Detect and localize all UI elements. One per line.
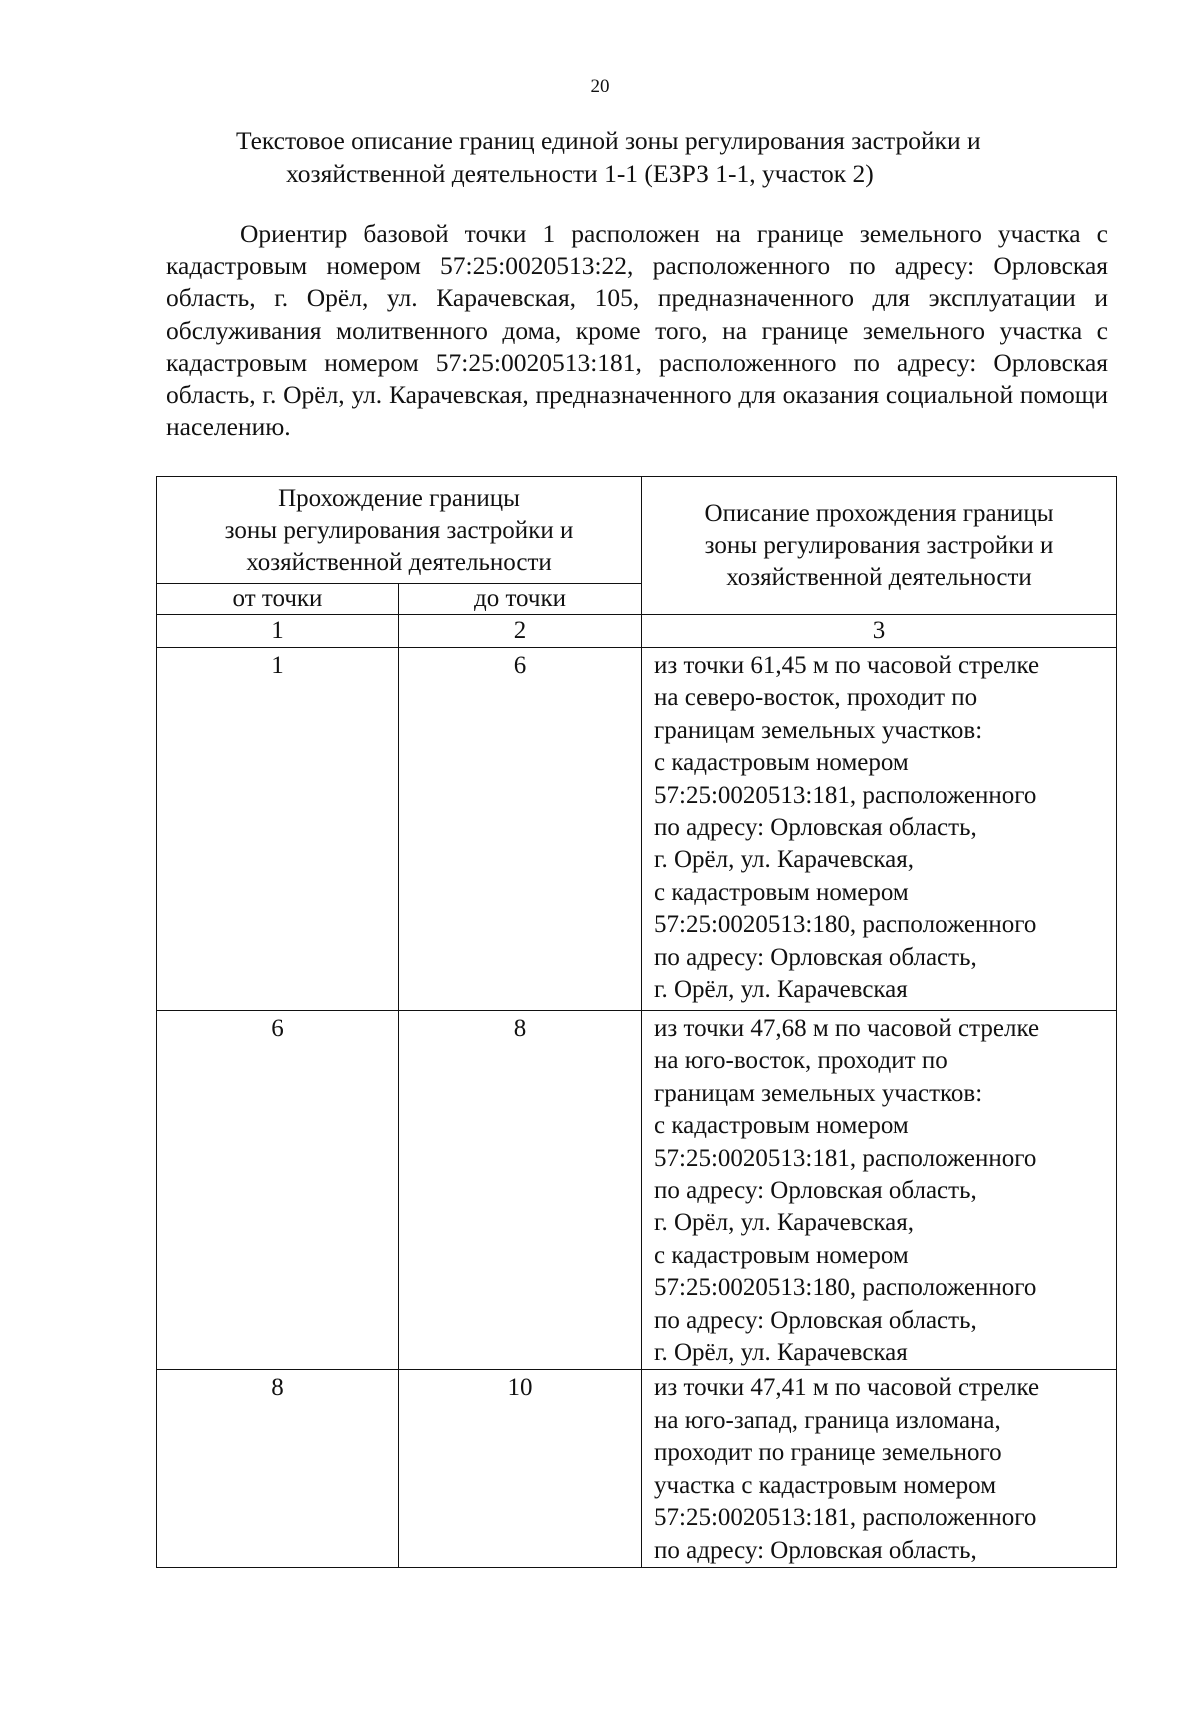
table-row [157, 1011, 1117, 1370]
header-boundary-description: Описание прохождения границы зоны регулирования застройки и хозяйственной деятельности [642, 477, 1117, 615]
from-point-cell: 8 [157, 1370, 399, 1567]
to-point-cell: 8 [399, 1011, 642, 1370]
from-point-cell: 6 [157, 1011, 399, 1370]
column-number-1: 1 [157, 615, 399, 648]
header-from-point: от точки [157, 584, 399, 615]
table-row [157, 1370, 1117, 1567]
column-number-2: 2 [399, 615, 642, 648]
from-point-cell: 1 [157, 648, 399, 1011]
column-number-3: 3 [642, 615, 1117, 648]
boundary-table [156, 476, 1117, 1568]
description-cell: из точки 61,45 м по часовой стрелке на северо-восток, проходит по границам земельных участков: с кадастровым номером 57:25:0020513:181, расположенного по адресу: Орловская область, г. Орёл, ул. Карачевская, с кадастровым номером 57:25:0020513:180, расположенного по адресу: Орловская область, г. Орёл, ул. Карачевская [642, 648, 1117, 1011]
page-number: 20 [590, 76, 610, 97]
to-point-cell: 6 [399, 648, 642, 1011]
description-cell: из точки 47,41 м по часовой стрелке на юго-запад, граница изломана, проходит по границе земельного участка с кадастровым номером 57:25:0020513:181, расположенного по адресу: Орловская область, [642, 1370, 1117, 1567]
title-line-2: хозяйственной деятельности 1-1 (ЕЗРЗ 1-1, участок 2) [286, 159, 874, 188]
table-header-row [157, 477, 1117, 584]
document-title [236, 124, 1098, 190]
header-boundary-passage: Прохождение границы зоны регулирования застройки и хозяйственной деятельности [157, 477, 642, 584]
title-line-1: Текстовое описание границ единой зоны регулирования застройки и [236, 126, 981, 155]
table-row [157, 648, 1117, 1011]
header-to-point: до точки [399, 584, 642, 615]
table-column-numbers-row [157, 615, 1117, 648]
intro-paragraph: Ориентир базовой точки 1 расположен на границе земельного участка с кадастровым номером 57:25:0020513:22, расположенного по адресу: Орловская область, г. Орёл, ул. Карачевская, 105, предназначенного для эксплуатации и обслуживания молитвенного дома, кроме того, на границе земельного участка с кадастровым номером 57:25:0020513:181, расположенного по адресу: Орловская область, г. Орёл, ул. Карачевская, предназначенного для оказания социальной помощи населению. [166, 219, 1108, 442]
to-point-cell: 10 [399, 1370, 642, 1567]
description-cell: из точки 47,68 м по часовой стрелке на юго-восток, проходит по границам земельных участков: с кадастровым номером 57:25:0020513:181, расположенного по адресу: Орловская область, г. Орёл, ул. Карачевская, с кадастровым номером 57:25:0020513:180, расположенного по адресу: Орловская область, г. Орёл, ул. Карачевская [642, 1011, 1117, 1370]
